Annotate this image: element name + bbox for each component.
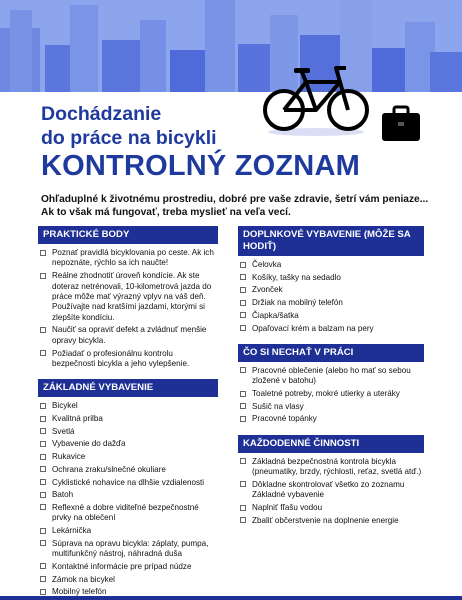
checklist-item-text: Lekárnička [52, 526, 92, 536]
checklist-item [238, 311, 424, 321]
checklist-item [38, 271, 218, 323]
checklist-item-text: Zbaliť občerstvenie na doplnenie energie [252, 515, 399, 525]
checkbox-icon[interactable] [40, 428, 46, 434]
section-doplnkove-vybavenie-moze-sa-hodit [238, 226, 424, 334]
checklist [38, 401, 218, 597]
checklist-item-text: Čiapka/šatka [252, 310, 299, 320]
checkbox-icon[interactable] [240, 367, 246, 373]
checklist-item [38, 427, 218, 437]
section-co-si-nechat-v-praci [238, 344, 424, 425]
checklist-item [38, 452, 218, 462]
checkbox-icon[interactable] [40, 528, 46, 534]
right-column [238, 226, 424, 528]
checkbox-icon[interactable] [40, 540, 46, 546]
checkbox-icon[interactable] [240, 312, 246, 318]
checklist-item-text: Zvonček [252, 285, 283, 295]
section-header: KAŽDODENNÉ ČINNOSTI [238, 435, 424, 453]
checklist-item-text: Reflexné a dobre viditeľné bezpečnostné prvky na oblečení [52, 502, 199, 523]
checklist-item [38, 539, 218, 560]
intro-line-2: Ak to však má fungovať, treba myslieť na veľa vecí. [41, 207, 291, 218]
checklist-item-text: Základná bezpečnostná kontrola bicykla (pneumatiky, brzdy, rýchlosti, reťaz, svetlá atď.) [252, 456, 422, 477]
checklist-item [38, 562, 218, 572]
checklist-item-text: Toaletné potreby, mokré utierky a uteráky [252, 389, 400, 399]
checklist-item-text: Držiak na mobilný telefón [252, 298, 343, 308]
checkbox-icon[interactable] [240, 505, 246, 511]
section-header: ČO SI NECHAŤ V PRÁCI [238, 344, 424, 362]
checklist-item-text: Vybavenie do dažďa [52, 439, 126, 449]
page-title: KONTROLNÝ ZOZNAM [41, 150, 360, 182]
checklist-item [238, 457, 424, 478]
checkbox-icon[interactable] [40, 576, 46, 582]
checkbox-icon[interactable] [40, 563, 46, 569]
checkbox-icon[interactable] [40, 504, 46, 510]
checklist-item-text: Poznať pravidlá bicyklovania po ceste. Ak ich nepoznáte, rýchlo sa ich naučte! [52, 248, 214, 268]
checklist-item [38, 490, 218, 500]
checkbox-icon[interactable] [40, 479, 46, 485]
checklist-item [238, 285, 424, 295]
checkbox-icon[interactable] [40, 492, 46, 498]
checkbox-icon[interactable] [240, 274, 246, 280]
checklist-item-text: Košíky, tašky na sedadlo [252, 272, 341, 282]
checkbox-icon[interactable] [240, 481, 246, 487]
left-column [38, 226, 218, 600]
checklist-item-text: Naučiť sa opraviť defekt a zvládnuť menšie opravy bicykla. [52, 325, 207, 345]
checklist-item [38, 414, 218, 424]
checklist [38, 248, 218, 369]
briefcase-icon [381, 104, 421, 142]
checkbox-icon[interactable] [40, 250, 46, 256]
checkbox-icon[interactable] [40, 416, 46, 422]
checkbox-icon[interactable] [240, 391, 246, 397]
checklist-item [238, 389, 424, 399]
checklist-item [38, 439, 218, 449]
checklist-item-text: Kvalitná prilba [52, 414, 103, 424]
checklist-item [238, 414, 424, 424]
checklist-item [38, 325, 218, 346]
city-skyline-icon [0, 0, 462, 92]
intro-text [41, 193, 431, 219]
checklist-item [238, 324, 424, 334]
checklist-item-text: Požiadať o profesionálnu kontrolu bezpečnosti bicykla a jeho vylepšenie. [52, 348, 190, 368]
checklist-item-text: Zámok na bicykel [52, 574, 115, 584]
checklist-item-text: Kontaktné informácie pre prípad núdze [52, 561, 192, 571]
checklist-item-text: Pracovné topánky [252, 414, 317, 424]
checklist-item-text: Dôkladne skontrolovať všetko zo zoznamu Základné vybavenie [252, 479, 405, 500]
section-header: ZÁKLADNÉ VYBAVENIE [38, 379, 218, 397]
title-line-1: Dochádzanie [41, 103, 162, 125]
checkbox-icon[interactable] [40, 273, 46, 279]
checklist-item [38, 248, 218, 269]
checklist-item [238, 402, 424, 412]
checkbox-icon[interactable] [40, 403, 46, 409]
checklist-item [238, 516, 424, 526]
title-block [41, 102, 217, 150]
checklist-item-text: Batoh [52, 490, 74, 500]
checkbox-icon[interactable] [240, 325, 246, 331]
checkbox-icon[interactable] [240, 517, 246, 523]
checklist-item-text: Rukavice [52, 452, 86, 462]
checklist-item-text: Naplniť fľašu vodou [252, 503, 323, 513]
checklist-item-text: Mobilný telefón [52, 587, 107, 597]
bicycle-icon [262, 62, 370, 136]
section-prakticke-body [38, 226, 218, 369]
checklist-item [238, 298, 424, 308]
section-kazdodenne-cinnosti [238, 435, 424, 526]
checklist-item-text: Ochrana zraku/slnečné okuliare [52, 464, 166, 474]
checklist-item [38, 465, 218, 475]
bottom-bar [0, 596, 462, 600]
checkbox-icon[interactable] [40, 589, 46, 595]
checklist-item [238, 366, 424, 387]
checklist-item [238, 273, 424, 283]
checkbox-icon[interactable] [240, 416, 246, 422]
checklist-item-text: Sušič na vlasy [252, 401, 304, 411]
checklist-item [238, 260, 424, 270]
checkbox-icon[interactable] [240, 403, 246, 409]
checkbox-icon[interactable] [40, 441, 46, 447]
checklist-item [238, 503, 424, 513]
checkbox-icon[interactable] [240, 458, 246, 464]
checklist-item-text: Svetlá [52, 426, 75, 436]
checkbox-icon[interactable] [240, 300, 246, 306]
checklist-item-text: Čelovka [252, 260, 282, 269]
checkbox-icon[interactable] [40, 454, 46, 460]
checklist-item [38, 478, 218, 488]
checklist-item-text: Bicykel [52, 401, 78, 411]
checklist-item [38, 575, 218, 585]
checkbox-icon[interactable] [40, 350, 46, 356]
checklist [238, 260, 424, 334]
checklist [238, 457, 424, 526]
checklist-item [38, 349, 218, 370]
checklist-item [38, 401, 218, 411]
checkbox-icon[interactable] [40, 466, 46, 472]
checkbox-icon[interactable] [240, 287, 246, 293]
checklist-item [238, 480, 424, 501]
checklist-item-text: Cyklistické nohavice na dlhšie vzdialenosti [52, 477, 205, 487]
checklist [238, 366, 424, 425]
checklist-item-text: Súprava na opravu bicykla: záplaty, pumpa, multifunkčný nástroj, náhradná duša [52, 538, 209, 559]
checkbox-icon[interactable] [240, 262, 246, 268]
checklist-item-text: Opaľovací krém a balzam na pery [252, 323, 374, 333]
checklist-item-text: Reálne zhodnotiť úroveň kondície. Ak ste doteraz netrénovali, 10-kilometrová jazda do práce môže mať výrazný vplyv na váš deň. Používajte nad kratšími jazdami, ktorými si zlepšíte kondíciu. [52, 271, 212, 322]
title-line-2: do práce na bicykli [41, 127, 217, 149]
section-zakladne-vybavenie [38, 379, 218, 597]
checklist-item-text: Pracovné oblečenie (alebo ho mať so sebou zložené v batohu) [252, 365, 411, 386]
section-header: PRAKTICKÉ BODY [38, 226, 218, 244]
checklist-item [38, 526, 218, 536]
checklist-item [38, 503, 218, 524]
section-header: DOPLNKOVÉ VYBAVENIE (MÔŽE SA HODIŤ) [238, 226, 424, 256]
intro-line-1: Ohľaduplné k životnému prostrediu, dobré pre vaše zdravie, šetrí vám peniaze... [41, 194, 429, 205]
checkbox-icon[interactable] [40, 327, 46, 333]
